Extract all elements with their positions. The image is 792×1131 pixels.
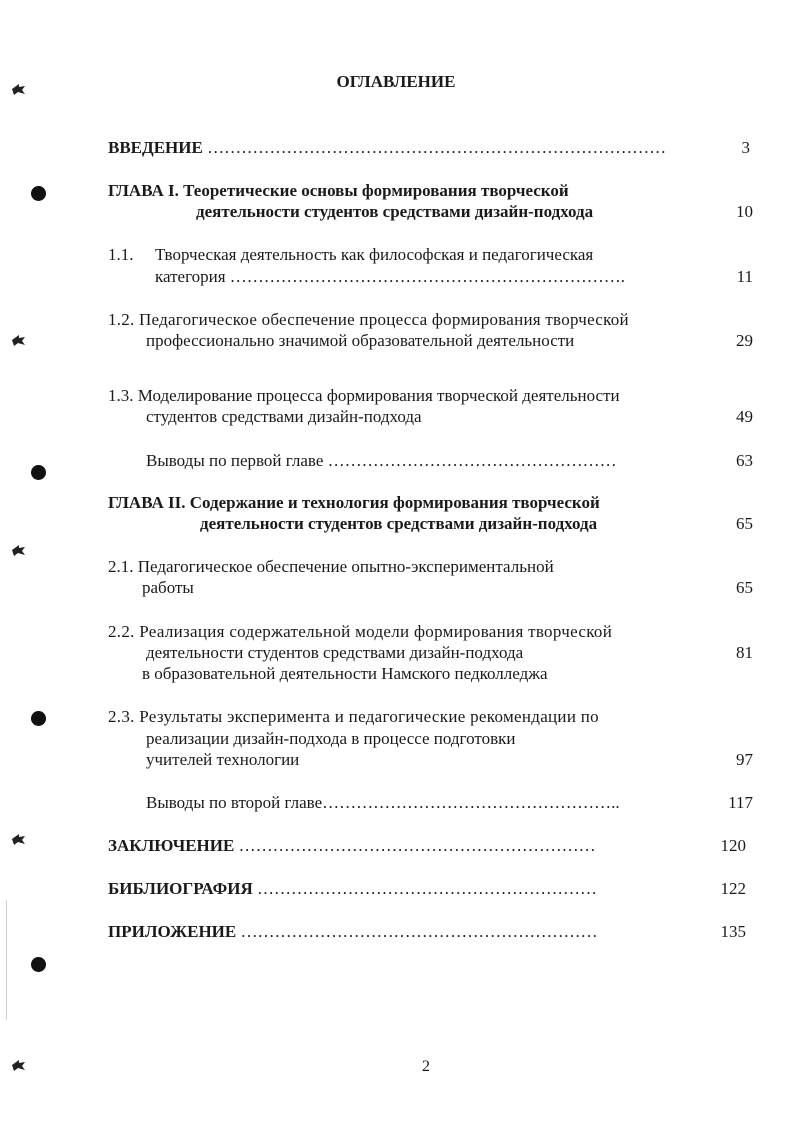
scan-edge-line <box>6 900 7 1020</box>
binder-mark-icon <box>10 333 26 347</box>
leader-dots: …………………………………………………… <box>256 879 597 898</box>
page-ref: 11 <box>736 267 753 286</box>
conclusions-ch2[interactable]: Выводы по второй главе…………………………………………….. <box>146 793 620 812</box>
page-ref: 81 <box>736 643 753 662</box>
punch-hole <box>31 957 46 972</box>
page-ref: 122 <box>720 879 746 898</box>
section-title-cont: реализации дизайн-подхода в процессе подготовки <box>146 729 516 748</box>
section-title[interactable]: 2.3. Результаты эксперимента и педагогические рекомендации по <box>108 707 599 726</box>
toc-entry-intro[interactable] <box>108 138 666 158</box>
section-title-cont: в образовательной деятельности Намского педколледжа <box>142 664 548 683</box>
page-ref: 65 <box>736 578 753 597</box>
section-number: 1.1. <box>108 245 134 264</box>
conclusions-ch1[interactable]: Выводы по первой главе …………………………………………… <box>146 451 617 470</box>
punch-hole <box>31 186 46 201</box>
toc-entry-conclusion[interactable] <box>108 836 596 856</box>
page-ref: 63 <box>736 451 753 470</box>
binder-mark-icon <box>10 832 26 846</box>
page-ref: 117 <box>728 793 753 812</box>
section-title-cont: категория ……………………………………………………………. <box>155 267 626 286</box>
page-ref: 97 <box>736 750 753 769</box>
chapter-heading-cont: деятельности студентов средствами дизайн-подхода <box>196 202 594 221</box>
section-title-cont: студентов средствами дизайн-подхода <box>146 407 422 426</box>
section-title[interactable]: Творческая деятельность как философская и педагогическая <box>155 245 594 264</box>
section-title[interactable]: 2.1. Педагогическое обеспечение опытно-экспериментальной <box>108 557 554 576</box>
page-number: 2 <box>422 1058 430 1075</box>
page-title: ОГЛАВЛЕНИЕ <box>336 72 456 91</box>
leader-dots: ……………………………………………………… <box>238 836 596 855</box>
entry-label: ПРИЛОЖЕНИЕ <box>108 922 237 941</box>
page-ref: 135 <box>720 922 746 941</box>
section-title-cont: деятельности студентов средствами дизайн-подхода <box>146 643 524 662</box>
section-title[interactable]: 1.2. Педагогическое обеспечение процесса формирования творческой <box>108 310 629 329</box>
section-title-cont: работы <box>142 578 194 597</box>
section-title-cont: профессионально значимой образовательной деятельности <box>146 331 575 350</box>
page-ref: 65 <box>736 514 753 533</box>
toc-entry-bibliography[interactable] <box>108 879 597 899</box>
page-ref: 10 <box>736 202 753 221</box>
entry-label: БИБЛИОГРАФИЯ <box>108 879 253 898</box>
page-ref: 49 <box>736 407 753 426</box>
entry-label: ВВЕДЕНИЕ <box>108 138 203 157</box>
section-title[interactable]: 2.2. Реализация содержательной модели формирования творческой <box>108 622 613 641</box>
chapter-heading[interactable]: ГЛАВА I. Теоретические основы формирования творческой <box>108 181 569 200</box>
chapter-heading-cont: деятельности студентов средствами дизайн-подхода <box>200 514 598 533</box>
punch-hole <box>31 711 46 726</box>
chapter-heading[interactable]: ГЛАВА II. Содержание и технология формирования творческой <box>108 493 600 512</box>
entry-label: ЗАКЛЮЧЕНИЕ <box>108 836 235 855</box>
leader-dots: ……………………………………………………… <box>240 922 598 941</box>
section-title-cont: учителей технологии <box>146 750 300 769</box>
page-ref: 29 <box>736 331 753 350</box>
binder-mark-icon <box>10 543 26 557</box>
punch-hole <box>31 465 46 480</box>
section-title[interactable]: 1.3. Моделирование процесса формирования творческой деятельности <box>108 386 620 405</box>
leader-dots: ……………………………………………………………………… <box>207 138 667 157</box>
toc-entry-appendix[interactable] <box>108 922 597 942</box>
page-ref: 120 <box>720 836 746 855</box>
page-ref: 3 <box>741 138 750 157</box>
